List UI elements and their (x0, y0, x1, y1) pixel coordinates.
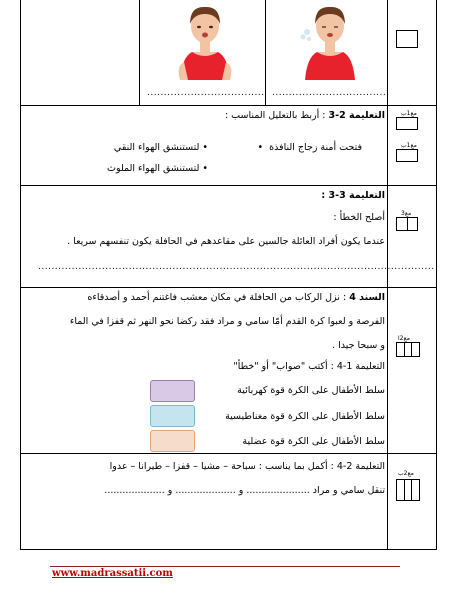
answer-box-3[interactable] (150, 430, 195, 452)
instruction-4-1-title (233, 361, 385, 373)
girl-breathing-heavy-illustration (170, 2, 240, 80)
statement-2: سلط الأطفال على الكرة قوة مغناطيسية (225, 411, 385, 422)
divider-1 (20, 105, 437, 106)
match-left-item-text: فتحت أمنة زجاج النافذة (269, 142, 362, 153)
grade-box-3-2a[interactable] (396, 117, 418, 130)
grade-box-top[interactable] (396, 30, 418, 48)
support-4-label: السند 4 (349, 292, 385, 303)
support-4-line-1 (87, 292, 385, 304)
match-bullet-left[interactable]: • (257, 142, 267, 153)
answer-box-1[interactable] (150, 380, 195, 402)
footer-website-link[interactable]: www.madrassatii.com (52, 568, 173, 579)
grade-label-4-2: مع2ب (398, 470, 414, 477)
instruction-3-3-sentence: عندما يكون أفراد العائلة جالسين على مقاعدهم في الحافلة يكون تنفسهم سريعا . (67, 236, 385, 247)
image-divider-left (139, 0, 140, 105)
statement-3: سلط الأطفال على الكرة قوة عضلية (242, 436, 385, 447)
answer-box-2[interactable] (150, 405, 195, 427)
instruction-4-1-number: التعليمة 1-4 (336, 361, 385, 372)
instruction-3-2-text: : أربط بالتعليل المناسب : (224, 110, 326, 121)
instruction-3-3-subtitle: أصلح الخطأ : (333, 212, 385, 223)
grade-label-4-1: مع2ا (398, 335, 410, 342)
grade-box-3-3[interactable] (396, 217, 418, 231)
support-4-text-1: : نزل الركاب من الحافلة في مكان معشب فاغتنم أحمد و أصدقاءه (87, 292, 347, 303)
instruction-3-2-number: التعليمة 2-3 (328, 110, 385, 121)
divider-2 (20, 185, 437, 186)
instruction-4-1-text: : أكتب "صواب" أو "خطأ" (233, 361, 334, 372)
match-bullet-right-1[interactable]: • (199, 142, 208, 153)
match-right-item-1 (114, 142, 208, 154)
statement-1: سلط الأطفال على الكرة قوة كهربائية (237, 385, 385, 396)
image-divider-right (265, 0, 266, 105)
match-bullet-right-2[interactable]: • (199, 163, 208, 174)
instruction-3-2-title (225, 110, 385, 122)
instruction-3-3-answer-line[interactable]: ...................................................................................................................... (38, 262, 435, 272)
divider-4 (20, 453, 437, 454)
match-right-item-2-text: لتستنشق الهواء الملوث (107, 163, 200, 174)
instruction-4-2-text: : أكمل بما يناسب : سباحة – مشيا – قفزا – طيرانا – عدوا (109, 461, 334, 472)
instruction-4-2-sentence[interactable]: تنقل سامي و مراد ..................... و .................... و .................... (104, 485, 385, 496)
grading-column (387, 0, 437, 550)
divider-3 (20, 287, 437, 288)
girl-coughing-illustration (295, 2, 365, 80)
match-left-item (257, 142, 362, 154)
caption-dots-right[interactable]: ................................... (272, 88, 390, 98)
footer-divider (50, 566, 400, 567)
match-right-item-1-text: لتستنشق الهواء النقي (113, 142, 200, 153)
grade-label-3-2: مع1ب (401, 110, 417, 117)
grade-label-3-3: مع3 (401, 210, 412, 217)
grade-box-4-1[interactable] (396, 342, 420, 357)
grade-label-3-2b: مع1ب (401, 142, 417, 149)
grade-box-4-2[interactable] (396, 479, 420, 501)
match-right-item-2 (107, 163, 208, 175)
caption-dots-left[interactable]: ................................... (147, 88, 265, 98)
instruction-4-2-title (110, 461, 385, 473)
support-4-line-2: الفرصة و لعبوا كرة القدم أمّا سامي و مراد فقد ركضا نحو النهر ثم قفزا في الماء (69, 316, 385, 327)
support-4-line-3: و سبحا جيدا . (332, 340, 385, 351)
instruction-4-2-number: التعليمة 2-4 (336, 461, 385, 472)
grade-box-3-2b[interactable] (396, 149, 418, 162)
instruction-3-3-title: التعليمة 3-3 : (321, 190, 385, 201)
